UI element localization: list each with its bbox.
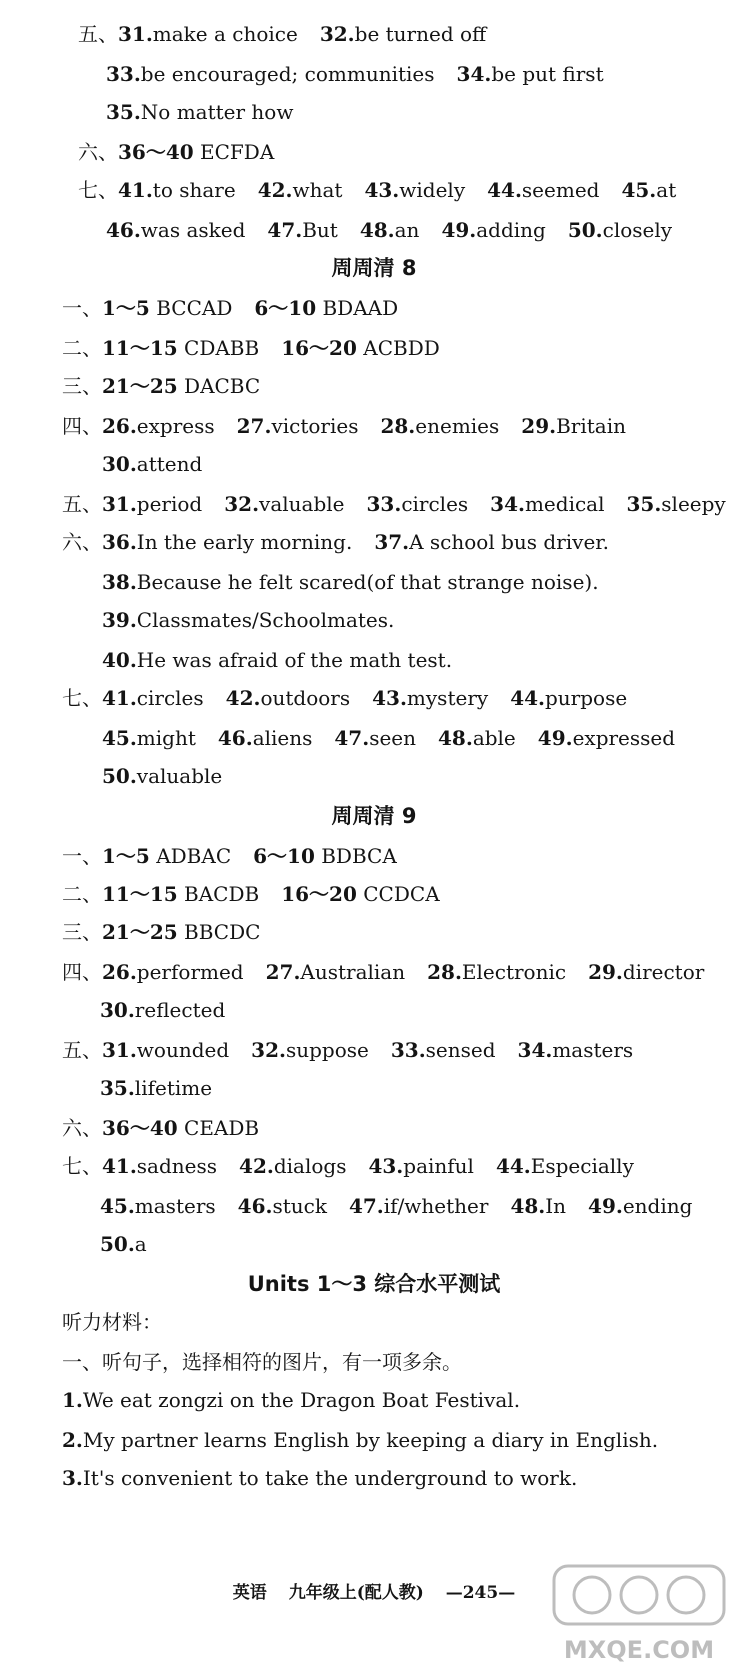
answer-line — [62, 296, 398, 320]
question-number: 3. — [62, 1466, 83, 1490]
answer-item — [106, 62, 435, 86]
question-number: 47. — [267, 218, 303, 242]
answer-text: BBCDC — [177, 920, 261, 944]
section-prefix: 五、 — [62, 1038, 102, 1062]
answer-item — [102, 452, 202, 476]
question-number: 41. — [118, 178, 153, 202]
answer-text: lifetime — [134, 1076, 213, 1100]
answer-line — [78, 22, 486, 46]
section-prefix: 二、 — [62, 336, 102, 360]
answer-line — [78, 140, 274, 164]
answer-text: be encouraged; communities — [140, 62, 435, 86]
question-number: 35. — [100, 1076, 135, 1100]
answer-text: Australian — [300, 960, 406, 984]
answer-text: BDAAD — [316, 296, 399, 320]
answer-item — [334, 726, 416, 750]
answer-line — [102, 452, 202, 476]
question-number: 42. — [225, 686, 261, 710]
answer-text: aliens — [252, 726, 313, 750]
section-prefix: 七、 — [62, 686, 102, 710]
answer-item — [521, 414, 626, 438]
question-number: 6～10 — [253, 844, 315, 868]
answer-item — [510, 1194, 566, 1218]
answer-text: Britain — [556, 414, 626, 438]
answer-item — [510, 686, 627, 710]
answer-item — [102, 570, 599, 594]
answer-item — [490, 492, 604, 516]
answer-line — [106, 100, 293, 124]
answer-item — [102, 374, 260, 398]
answer-item — [102, 530, 352, 554]
answer-line — [62, 1466, 577, 1490]
answer-line — [78, 178, 676, 202]
question-number: 36～40 — [102, 1116, 178, 1140]
question-number: 26. — [102, 414, 137, 438]
answer-item — [102, 648, 452, 672]
question-number: 49. — [588, 1194, 623, 1218]
answer-text: My partner learns English by keeping a diary in English. — [82, 1428, 659, 1452]
question-number: 41. — [102, 686, 137, 710]
answer-item — [320, 22, 486, 46]
answer-text: masters — [134, 1194, 216, 1218]
answer-text: mystery — [406, 686, 489, 710]
answer-item — [438, 726, 516, 750]
section-prefix: 七、 — [62, 1154, 102, 1178]
answer-item — [239, 1154, 346, 1178]
answer-text: ending — [622, 1194, 693, 1218]
answer-item — [102, 296, 232, 320]
question-number: 40. — [102, 648, 137, 672]
answer-line — [100, 1194, 692, 1218]
question-number: 48. — [510, 1194, 546, 1218]
question-number: 45. — [100, 1194, 135, 1218]
question-number: 11～15 — [102, 882, 178, 906]
answer-item — [106, 218, 245, 242]
answer-text: might — [136, 726, 196, 750]
answer-line — [62, 414, 626, 438]
answer-item — [281, 336, 440, 360]
answer-item — [100, 1076, 212, 1100]
question-number: 29. — [521, 414, 557, 438]
answer-text: adding — [476, 218, 546, 242]
answer-text: ADBAC — [149, 844, 232, 868]
answer-item — [102, 336, 259, 360]
question-number: 39. — [102, 608, 137, 632]
answer-text: an — [394, 218, 420, 242]
question-number: 34. — [456, 62, 492, 86]
answer-item — [281, 882, 439, 906]
answer-item — [568, 218, 672, 242]
question-number: 34. — [490, 492, 525, 516]
answer-item — [102, 920, 260, 944]
answer-text: Especially — [530, 1154, 634, 1178]
section-prefix: 六、 — [62, 530, 102, 554]
answer-line — [100, 1232, 147, 1256]
section-prefix: 一、 — [62, 844, 102, 868]
answer-text: to share — [152, 178, 236, 202]
answer-text: be turned off — [354, 22, 487, 46]
question-number: 50. — [102, 764, 137, 788]
answer-text: Electronic — [461, 960, 567, 984]
section-prefix: 六、 — [78, 140, 118, 164]
answer-item — [102, 844, 231, 868]
answer-item — [62, 1388, 520, 1412]
answer-text: sensed — [425, 1038, 496, 1062]
answer-line — [62, 1388, 520, 1412]
answer-text: stuck — [272, 1194, 327, 1218]
section-heading: 周周清 9 — [331, 804, 417, 828]
question-number: 27. — [265, 960, 301, 984]
answer-item — [368, 1154, 473, 1178]
question-number: 28. — [427, 960, 462, 984]
question-number: 41. — [102, 1154, 137, 1178]
answer-item — [118, 22, 298, 46]
answer-item — [367, 492, 469, 516]
answer-item — [253, 844, 397, 868]
section-prefix: 五、 — [78, 22, 118, 46]
section-heading: 周周清 8 — [331, 256, 417, 280]
answer-text: In the early morning. — [136, 530, 353, 554]
answer-item — [102, 686, 204, 710]
answer-item — [62, 1466, 577, 1490]
question-number: 33. — [390, 1038, 426, 1062]
answer-item — [349, 1194, 488, 1218]
answer-item — [62, 1428, 658, 1452]
answer-text: It's convenient to take the underground to work. — [82, 1466, 578, 1490]
section-prefix: 一、 — [62, 296, 102, 320]
answer-text: circles — [136, 686, 204, 710]
answer-text: make a choice — [152, 22, 298, 46]
answer-text: But — [302, 218, 338, 242]
question-number: 48. — [359, 218, 395, 242]
answer-item — [496, 1154, 634, 1178]
section-prefix: 听力材料： — [62, 1310, 162, 1334]
question-number: 16～20 — [281, 882, 357, 906]
answer-text: valuable — [259, 492, 345, 516]
answer-item — [364, 178, 465, 202]
answer-text: No matter how — [140, 100, 294, 124]
answer-item — [102, 726, 196, 750]
answer-item — [224, 492, 344, 516]
answer-line — [62, 336, 440, 360]
answer-text: seen — [369, 726, 417, 750]
answer-item — [441, 218, 545, 242]
answer-item — [267, 218, 337, 242]
question-number: 31. — [102, 1038, 137, 1062]
watermark-badge-icon — [554, 1566, 724, 1624]
question-number: 44. — [487, 178, 522, 202]
answer-item — [118, 178, 236, 202]
answer-item — [374, 530, 609, 554]
answer-item — [621, 178, 676, 202]
answer-line — [102, 764, 222, 788]
question-number: 43. — [372, 686, 407, 710]
answer-text: BDBCA — [314, 844, 397, 868]
answer-line — [62, 374, 260, 398]
answer-text: He was afraid of the math test. — [136, 648, 453, 672]
answer-item — [380, 414, 499, 438]
answer-item — [102, 882, 259, 906]
question-number: 42. — [239, 1154, 274, 1178]
answer-line — [102, 570, 599, 594]
question-number: 47. — [348, 1194, 384, 1218]
answer-item — [102, 608, 394, 632]
question-number: 11～15 — [102, 336, 178, 360]
question-number: 38. — [102, 570, 137, 594]
answer-item — [102, 764, 222, 788]
answer-text: what — [292, 178, 343, 202]
question-number: 6～10 — [254, 296, 317, 320]
answer-text: if/whether — [383, 1194, 489, 1218]
answer-text: sadness — [136, 1154, 218, 1178]
answer-text: widely — [399, 178, 466, 202]
answer-text: CEADB — [177, 1116, 260, 1140]
answer-text: Classmates/Schoolmates. — [136, 608, 395, 632]
question-number: 44. — [495, 1154, 531, 1178]
answer-line — [106, 218, 672, 242]
question-number: 30. — [100, 998, 135, 1022]
question-number: 21～25 — [102, 374, 178, 398]
section-prefix: 六、 — [62, 1116, 102, 1140]
section-prefix: 三、 — [62, 920, 102, 944]
answer-item — [518, 1038, 634, 1062]
question-number: 16～20 — [281, 336, 357, 360]
answer-text: masters — [552, 1038, 634, 1062]
question-number: 26. — [102, 960, 137, 984]
question-number: 30. — [102, 452, 137, 476]
answer-line — [62, 1428, 658, 1452]
answer-text: at — [656, 178, 677, 202]
answer-text: closely — [602, 218, 673, 242]
answer-line — [62, 686, 627, 710]
answer-line — [62, 882, 440, 906]
answer-text: purpose — [544, 686, 628, 710]
answer-text: sleepy — [661, 492, 726, 516]
answer-text: was asked — [140, 218, 246, 242]
answer-item — [588, 1194, 692, 1218]
section-prefix: 三、 — [62, 374, 102, 398]
answer-text: attend — [136, 452, 203, 476]
watermark-text: MXQE.COM — [563, 1636, 715, 1664]
watermark-logo — [544, 1558, 734, 1668]
answer-text: painful — [403, 1154, 474, 1178]
answer-text: director — [622, 960, 705, 984]
answer-text: seemed — [521, 178, 600, 202]
answer-line — [62, 492, 726, 516]
question-number: 28. — [380, 414, 416, 438]
question-number: 45. — [102, 726, 137, 750]
answer-line — [102, 608, 394, 632]
section-prefix: 七、 — [78, 178, 118, 202]
question-number: 27. — [236, 414, 272, 438]
answer-text: expressed — [572, 726, 676, 750]
question-number: 49. — [441, 218, 477, 242]
question-number: 31. — [118, 22, 153, 46]
section-prefix: 二、 — [62, 882, 102, 906]
answer-item — [538, 726, 675, 750]
answer-text: DACBC — [177, 374, 261, 398]
answer-line — [100, 998, 225, 1022]
answer-text: BCCAD — [149, 296, 233, 320]
answer-line — [102, 648, 452, 672]
answer-text: dialogs — [273, 1154, 347, 1178]
question-number: 36. — [102, 530, 137, 554]
question-number: 1. — [62, 1388, 83, 1412]
answer-item — [102, 492, 202, 516]
answer-text: In — [545, 1194, 567, 1218]
answer-text: CCDCA — [356, 882, 440, 906]
section-prefix: 四、 — [62, 414, 102, 438]
footer-page-number: —245— — [445, 1583, 516, 1603]
question-number: 43. — [368, 1154, 404, 1178]
question-number: 34. — [517, 1038, 553, 1062]
answer-item — [427, 960, 566, 984]
answer-item — [254, 296, 398, 320]
answer-item — [106, 100, 293, 124]
answer-line — [62, 1310, 162, 1334]
answer-text: a — [134, 1232, 147, 1256]
section-prefix: 一、听句子，选择相符的图片，有一项多余。 — [62, 1350, 462, 1374]
answer-item — [218, 726, 313, 750]
question-number: 32. — [224, 492, 260, 516]
answer-text: period — [136, 492, 203, 516]
question-number: 33. — [366, 492, 402, 516]
answer-text: A school bus driver. — [409, 530, 610, 554]
answer-item — [251, 1038, 369, 1062]
question-number: 29. — [588, 960, 623, 984]
section-prefix: 五、 — [62, 492, 102, 516]
answer-text: wounded — [136, 1038, 230, 1062]
answer-item — [238, 1194, 327, 1218]
question-number: 35. — [106, 100, 141, 124]
answer-item — [118, 140, 274, 164]
answer-line — [106, 62, 604, 86]
answer-text: victories — [271, 414, 359, 438]
answer-text: medical — [524, 492, 605, 516]
answer-item — [102, 1116, 259, 1140]
answer-item — [102, 960, 244, 984]
answer-item — [102, 1154, 217, 1178]
answer-item — [226, 686, 350, 710]
answer-item — [588, 960, 704, 984]
answer-item — [102, 414, 215, 438]
footer-subject: 英语 — [232, 1583, 267, 1603]
answer-text: Because he felt scared(of that strange noise). — [136, 570, 599, 594]
answer-text: reflected — [134, 998, 226, 1022]
answer-text: express — [136, 414, 215, 438]
answer-item — [391, 1038, 496, 1062]
answer-item — [100, 1194, 216, 1218]
section-heading: Units 1～3 综合水平测试 — [247, 1272, 501, 1296]
question-number: 46. — [217, 726, 253, 750]
question-number: 43. — [364, 178, 400, 202]
answer-text: valuable — [136, 764, 223, 788]
question-number: 36～40 — [118, 140, 194, 164]
question-number: 44. — [510, 686, 545, 710]
answer-text: CDABB — [177, 336, 260, 360]
answer-item — [266, 960, 406, 984]
question-number: 37. — [374, 530, 410, 554]
answer-line — [62, 844, 397, 868]
question-number: 46. — [106, 218, 141, 242]
question-number: 46. — [237, 1194, 273, 1218]
answer-item — [487, 178, 599, 202]
question-number: 33. — [106, 62, 141, 86]
answer-text: able — [472, 726, 516, 750]
answer-text: circles — [401, 492, 469, 516]
question-number: 49. — [537, 726, 573, 750]
answer-text: be put first — [491, 62, 604, 86]
answer-line — [62, 920, 260, 944]
answer-text: ECFDA — [193, 140, 275, 164]
question-number: 32. — [319, 22, 355, 46]
answer-line — [62, 1038, 633, 1062]
question-number: 50. — [100, 1232, 135, 1256]
answer-text: suppose — [285, 1038, 369, 1062]
question-number: 32. — [251, 1038, 286, 1062]
question-number: 35. — [626, 492, 662, 516]
answer-line — [62, 1154, 634, 1178]
answer-text: outdoors — [260, 686, 351, 710]
answer-line — [62, 960, 704, 984]
answer-line — [62, 1116, 259, 1140]
answer-line — [62, 530, 609, 554]
question-number: 21～25 — [102, 920, 178, 944]
answer-text: ACBDD — [356, 336, 440, 360]
question-number: 1～5 — [102, 296, 150, 320]
answer-item — [102, 1038, 229, 1062]
answer-item — [258, 178, 343, 202]
answer-line — [102, 726, 675, 750]
answer-item — [237, 414, 359, 438]
section-prefix: 四、 — [62, 960, 102, 984]
question-number: 45. — [621, 178, 657, 202]
answer-line — [100, 1076, 212, 1100]
answer-text: BACDB — [177, 882, 260, 906]
question-number: 47. — [334, 726, 370, 750]
question-number: 48. — [438, 726, 473, 750]
question-number: 42. — [257, 178, 293, 202]
question-number: 31. — [102, 492, 137, 516]
answer-text: enemies — [415, 414, 500, 438]
answer-line — [62, 1350, 462, 1374]
answer-item — [100, 998, 225, 1022]
answer-item — [457, 62, 604, 86]
answer-item — [627, 492, 726, 516]
footer-grade: 九年级上(配人教) — [288, 1583, 424, 1603]
answer-text: We eat zongzi on the Dragon Boat Festival. — [82, 1388, 521, 1412]
answer-item — [360, 218, 420, 242]
answer-text: performed — [136, 960, 244, 984]
question-number: 1～5 — [102, 844, 150, 868]
answer-item — [100, 1232, 147, 1256]
answer-item — [372, 686, 488, 710]
question-number: 2. — [62, 1428, 83, 1452]
question-number: 50. — [567, 218, 603, 242]
